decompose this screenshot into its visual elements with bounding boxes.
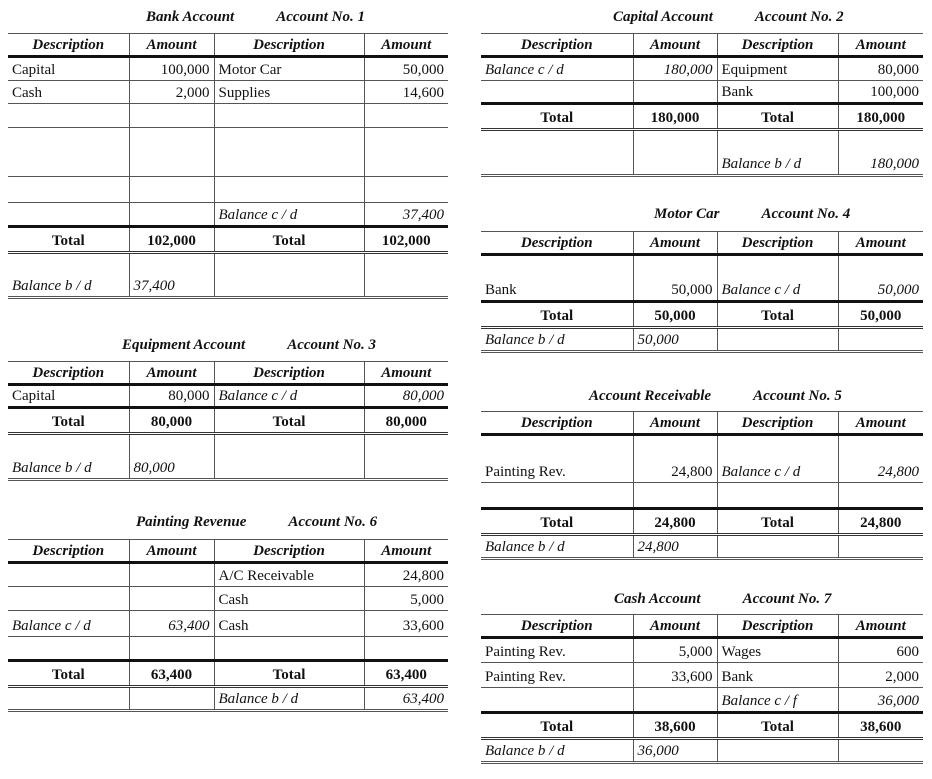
table-row: Balance c / d 63,400 Cash 33,600 (8, 611, 448, 637)
account-name: Bank Account (146, 9, 235, 25)
table-row: Bank 50,000 Balance c / d 50,000 (481, 255, 923, 302)
account-number: Account No. 1 (276, 9, 365, 25)
table-row (8, 637, 448, 661)
account-receivable-title (589, 388, 842, 405)
table-row: Painting Rev. 33,600 Bank 2,000 (481, 663, 923, 688)
total-row: Total 63,400 Total 63,400 (8, 661, 448, 687)
table-row (8, 104, 448, 128)
account-name: Equipment Account (122, 337, 246, 353)
bank-account-title (146, 9, 365, 26)
balance-row: Balance b / d 63,400 (8, 687, 448, 711)
balance-row: Balance b / d 24,800 (481, 535, 923, 559)
bank-account-table (8, 33, 448, 299)
table-row: Cash 2,000 Supplies 14,600 (8, 81, 448, 104)
motor-car-table (481, 231, 923, 353)
total-row: Total 180,000 Total 180,000 (481, 104, 923, 130)
account-name: Capital Account (613, 9, 713, 25)
account-name: Motor Car (654, 206, 720, 222)
account-number: Account No. 2 (754, 9, 844, 25)
equipment-account-title (122, 337, 376, 354)
account-number: Account No. 7 (742, 591, 832, 607)
total-row: Total 102,000 Total 102,000 (8, 227, 448, 253)
painting-revenue-table (8, 539, 448, 712)
cash-account-table (481, 614, 923, 764)
total-row: Total 38,600 Total 38,600 (481, 713, 923, 739)
table-row: Balance c / f 36,000 (481, 688, 923, 713)
capital-account-table (481, 33, 923, 177)
table-row: Balance c / d 180,000 Equipment 80,000 (481, 57, 923, 81)
account-number: Account No. 3 (287, 337, 376, 353)
balance-row: Balance b / d 50,000 (481, 328, 923, 352)
account-receivable-table (481, 411, 923, 560)
table-row (8, 177, 448, 203)
account-name: Cash Account (614, 591, 701, 607)
table-header: Description Amount Description Amount (481, 232, 923, 255)
total-row: Total 50,000 Total 50,000 (481, 302, 923, 328)
table-row (481, 483, 923, 509)
account-number: Account No. 4 (761, 206, 851, 222)
total-row: Total 24,800 Total 24,800 (481, 509, 923, 535)
table-header: Description Amount Description Amount (481, 412, 923, 435)
account-number: Account No. 5 (753, 388, 842, 404)
table-row: A/C Receivable 24,800 (8, 563, 448, 587)
capital-account-title (613, 9, 844, 26)
balance-row: Balance b / d 36,000 (481, 739, 923, 763)
account-name: Account Receivable (589, 388, 712, 404)
painting-revenue-title (136, 514, 377, 531)
table-row: Cash 5,000 (8, 587, 448, 611)
balance-row: Balance b / d 180,000 (481, 130, 923, 176)
balance-row: Balance b / d 80,000 (8, 434, 448, 480)
table-row: Capital 100,000 Motor Car 50,000 (8, 57, 448, 81)
table-header: Description Amount Description Amount (8, 34, 448, 57)
table-row: Painting Rev. 5,000 Wages 600 (481, 638, 923, 663)
table-row (8, 128, 448, 177)
account-name: Painting Revenue (136, 514, 247, 530)
motor-car-title (654, 206, 850, 223)
table-row: Painting Rev. 24,800 Balance c / d 24,800 (481, 435, 923, 483)
table-header: Description Amount Description Amount (8, 540, 448, 563)
table-row: Capital 80,000 Balance c / d 80,000 (8, 385, 448, 408)
total-row: Total 80,000 Total 80,000 (8, 408, 448, 434)
table-header: Description Amount Description Amount (481, 615, 923, 638)
table-header: Description Amount Description Amount (481, 34, 923, 57)
table-row: Balance c / d 37,400 (8, 203, 448, 227)
cash-account-title (614, 591, 831, 608)
equipment-account-table (8, 361, 448, 481)
account-number: Account No. 6 (288, 514, 378, 530)
table-header: Description Amount Description Amount (8, 362, 448, 385)
table-row: Bank 100,000 (481, 81, 923, 104)
balance-row: Balance b / d 37,400 (8, 253, 448, 298)
